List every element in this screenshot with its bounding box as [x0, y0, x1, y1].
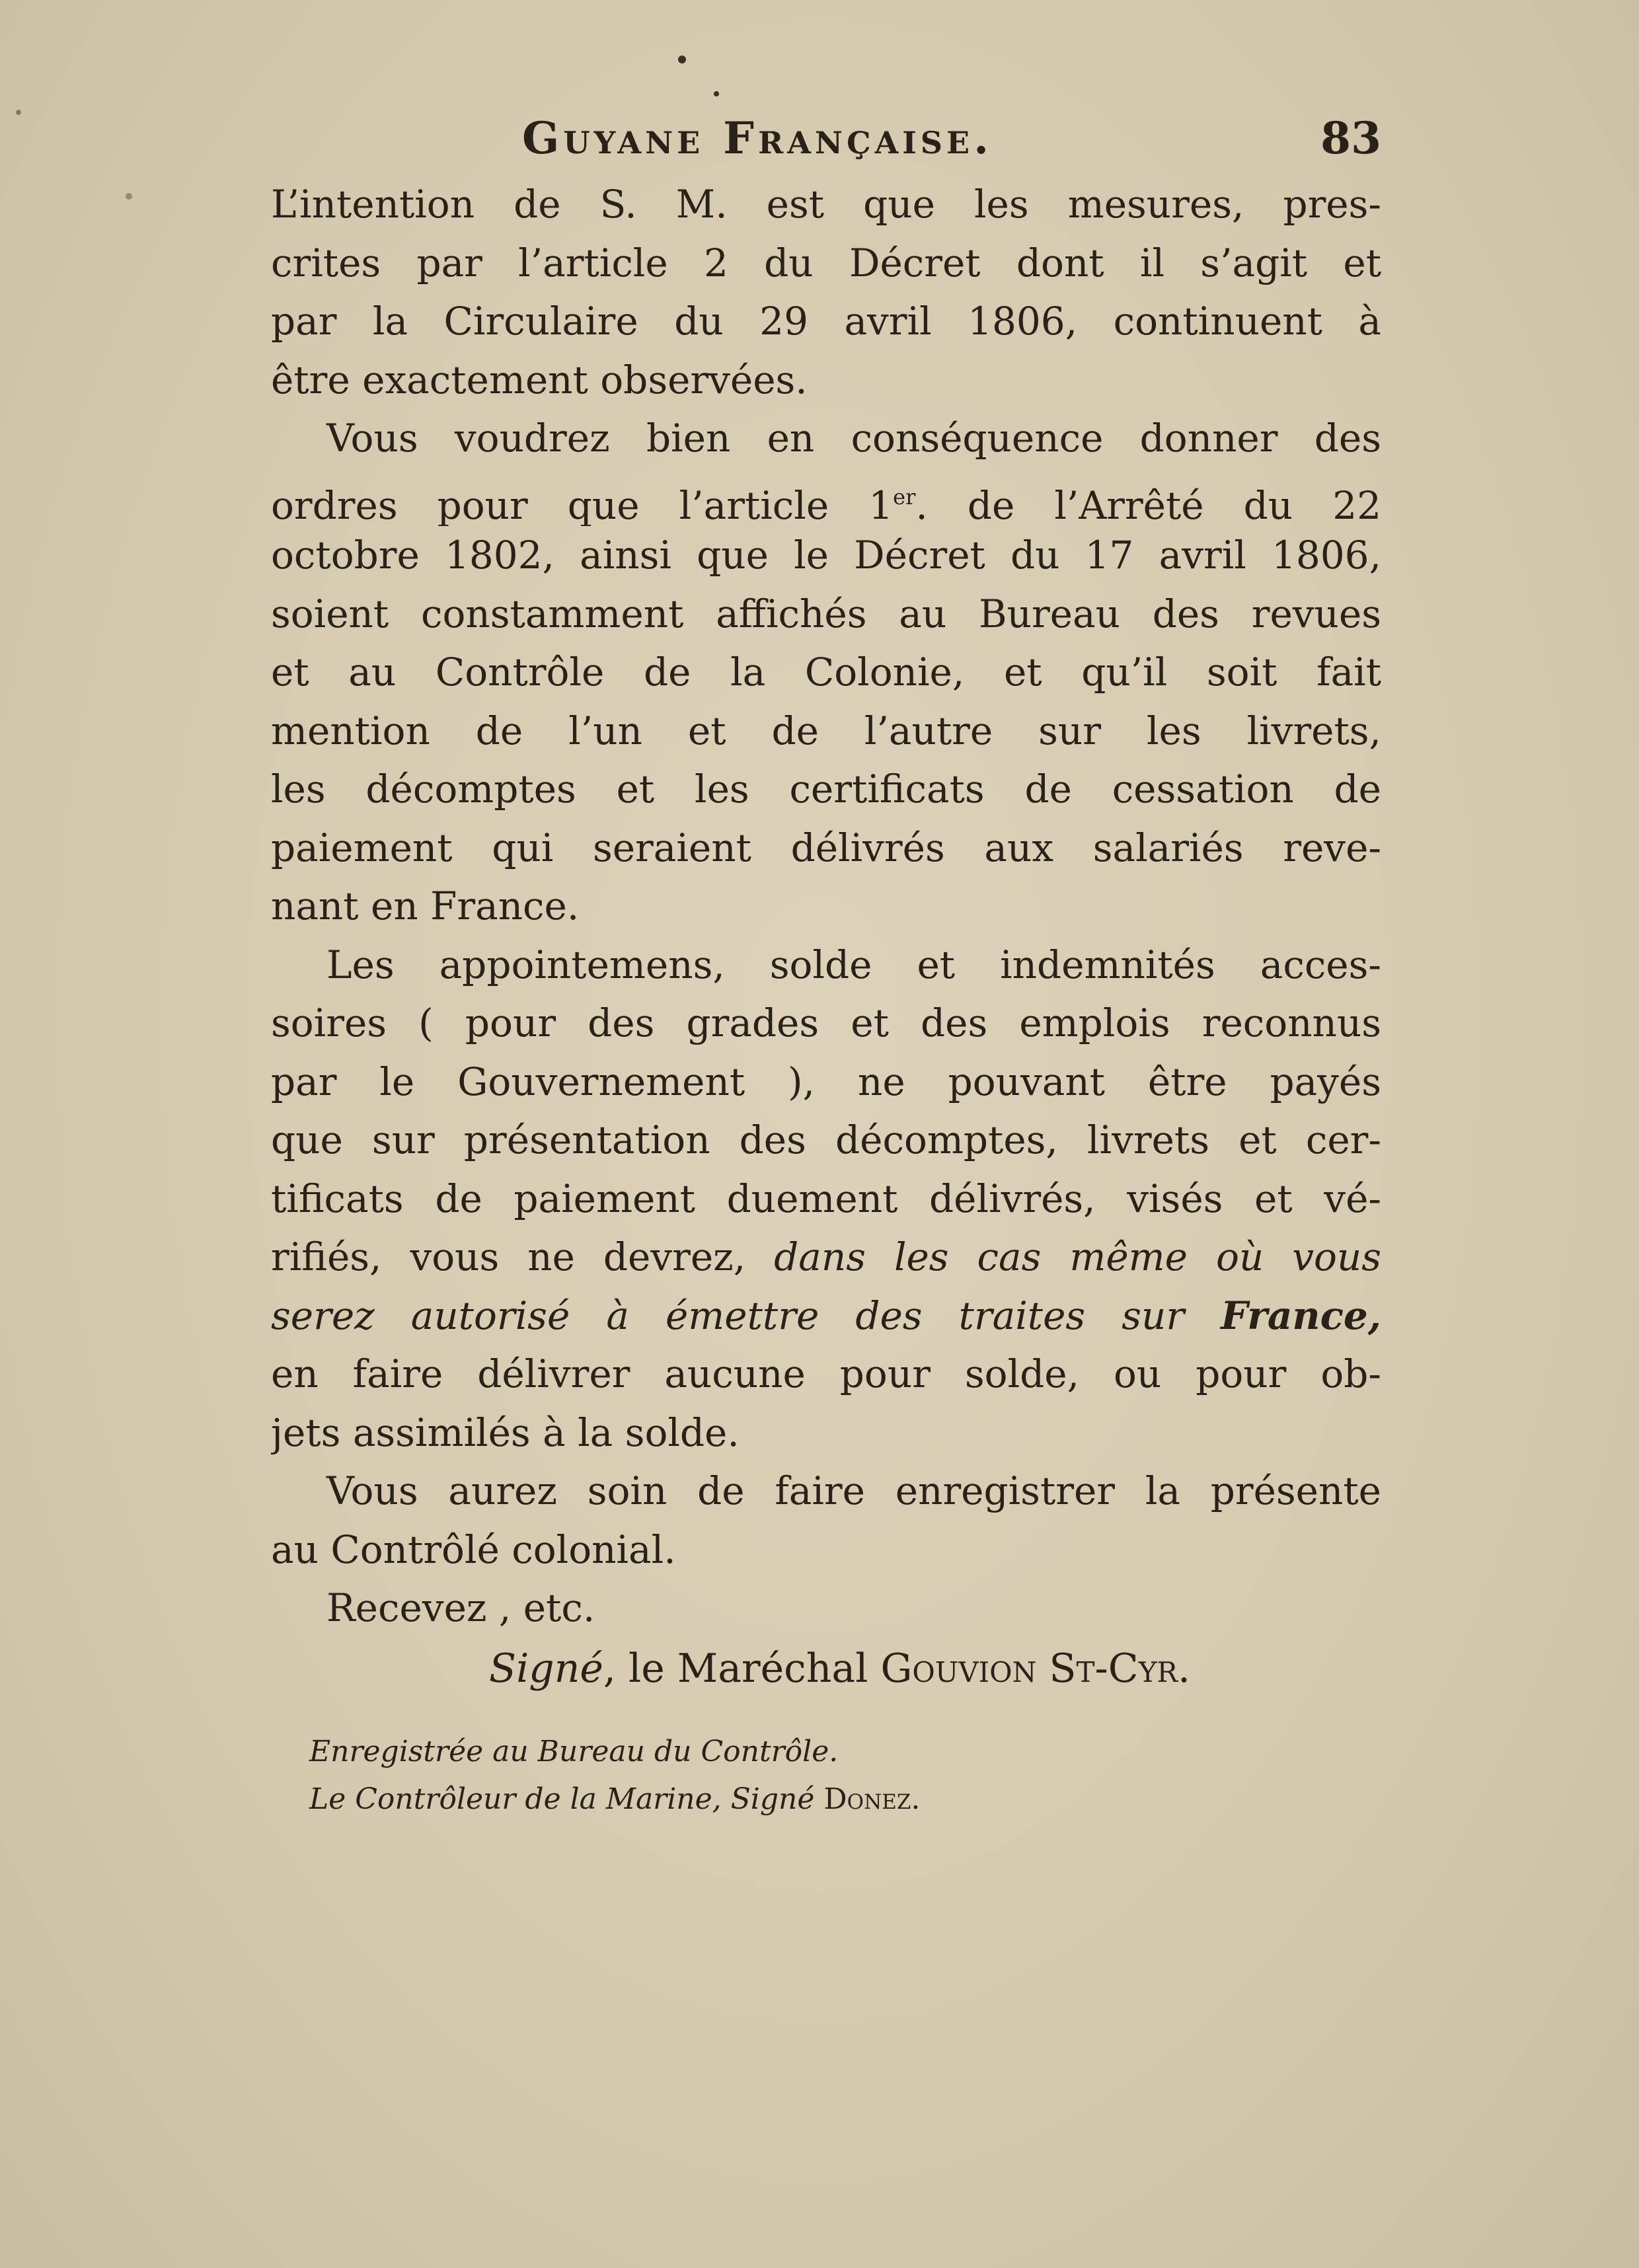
- text-line: soient constamment affichés au Bureau des revues: [271, 591, 1381, 636]
- text-line: [271, 1287, 1381, 1345]
- ink-speck: [714, 91, 719, 96]
- controller-note: [309, 1776, 920, 1823]
- text-line: par la Circulaire du 29 avril 1806, continuent à: [271, 299, 1381, 344]
- running-title: Guyane Française.: [522, 112, 993, 164]
- text-line: Vous aurez soin de faire enregistrer la présente: [326, 1468, 1381, 1513]
- text-line: les décomptes et les certificats de cessation de: [271, 767, 1381, 812]
- text-line: par le Gouvernement ), ne pouvant être payés: [271, 1059, 1381, 1104]
- text-line: mention de l’un et de l’autre sur les livrets,: [271, 708, 1381, 753]
- footer-notes: [309, 1728, 920, 1823]
- signature-line: [489, 1645, 1190, 1692]
- text-segment: . de l’Arrêté du 22: [915, 482, 1381, 526]
- italic-segment: France,: [1221, 1293, 1381, 1338]
- text-line: être exactement observées.: [271, 357, 808, 402]
- text-segment: ordres pour que l’article 1: [271, 482, 894, 526]
- text-line: paiement qui seraient délivrés aux salariés reve-: [271, 825, 1381, 870]
- text-line: et au Contrôle de la Colonie, et qu’il soit fait: [271, 650, 1381, 695]
- italic-segment: dans les cas même où vous: [774, 1234, 1381, 1279]
- signed-label: Signé: [489, 1645, 603, 1692]
- text-line: [271, 468, 1381, 527]
- text-line: nant en France.: [271, 884, 580, 928]
- text-line: crites par l’article 2 du Décret dont il s’agit et: [271, 240, 1381, 285]
- running-header: [271, 112, 1381, 165]
- text-line: au Contrôlé colonial.: [271, 1527, 676, 1572]
- text-line: en faire délivrer aucune pour solde, ou pour ob-: [271, 1351, 1381, 1396]
- text-line: tificats de paiement duement délivrés, visés et vé-: [271, 1176, 1381, 1221]
- ink-speck: [126, 193, 132, 200]
- text-line: Les appointemens, solde et indemnités acces-: [326, 942, 1381, 987]
- text-line: jets assimilés à la solde.: [271, 1410, 740, 1455]
- body-text: [271, 175, 1381, 1638]
- text-segment: rifiés, vous ne devrez,: [271, 1234, 746, 1279]
- page-number: 83: [1320, 112, 1381, 164]
- superscript: er: [893, 484, 916, 510]
- closing-line: Recevez , etc.: [326, 1585, 595, 1630]
- text-line: L’intention de S. M. est que les mesures, pres-: [271, 182, 1381, 227]
- signature-text: , le Maréchal: [603, 1645, 881, 1692]
- ink-speck: [678, 56, 686, 63]
- text-line: que sur présentation des décomptes, livrets et cer-: [271, 1117, 1381, 1162]
- controller-name: Donez.: [823, 1782, 921, 1816]
- text-line: soires ( pour des grades et des emplois reconnus: [271, 1001, 1381, 1045]
- controller-text: Le Contrôleur de la Marine, Signé: [309, 1782, 824, 1816]
- registration-note: Enregistrée au Bureau du Contrôle.: [309, 1735, 839, 1768]
- signatory-name: Gouvion St-Cyr.: [880, 1645, 1191, 1692]
- italic-segment: serez autorisé à émettre des traites sur: [271, 1293, 1185, 1338]
- text-line: [271, 1228, 1381, 1287]
- text-line: Vous voudrez bien en conséquence donner des: [326, 416, 1381, 461]
- text-line: octobre 1802, ainsi que le Décret du 17 avril 1806,: [271, 533, 1381, 578]
- ink-speck: [16, 110, 21, 115]
